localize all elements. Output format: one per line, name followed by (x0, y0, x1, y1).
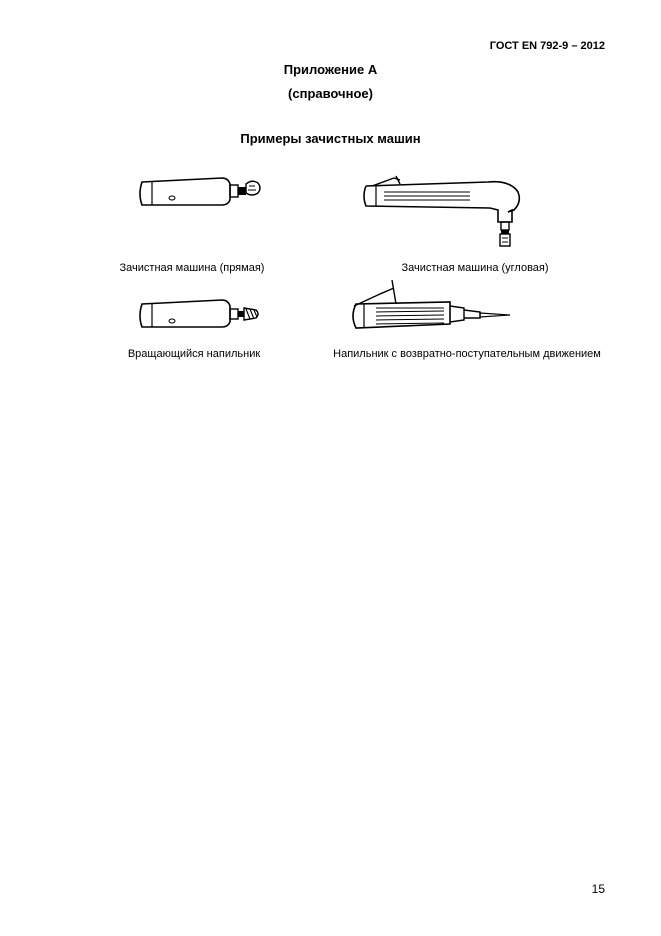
section-title: Примеры зачистных машин (240, 131, 421, 146)
figure-caption-straight-grinder: Зачистная машина (прямая) (119, 262, 265, 274)
angle-grinder-icon (360, 172, 535, 252)
annex-subtitle: (справочное) (288, 86, 373, 101)
figure-caption-rotary-file: Вращающийся напильник (127, 348, 261, 360)
straight-grinder-icon (134, 174, 269, 214)
page-number: 15 (591, 882, 605, 896)
document-code: ГОСТ EN 792-9 – 2012 (489, 40, 605, 52)
figure-caption-reciprocating-file: Напильник с возвратно-поступательным движением (333, 348, 601, 360)
figure-caption-angle-grinder: Зачистная машина (угловая) (401, 262, 549, 274)
reciprocating-file-icon (346, 278, 516, 338)
annex-title: Приложение А (283, 62, 378, 77)
rotary-file-icon (134, 296, 269, 336)
